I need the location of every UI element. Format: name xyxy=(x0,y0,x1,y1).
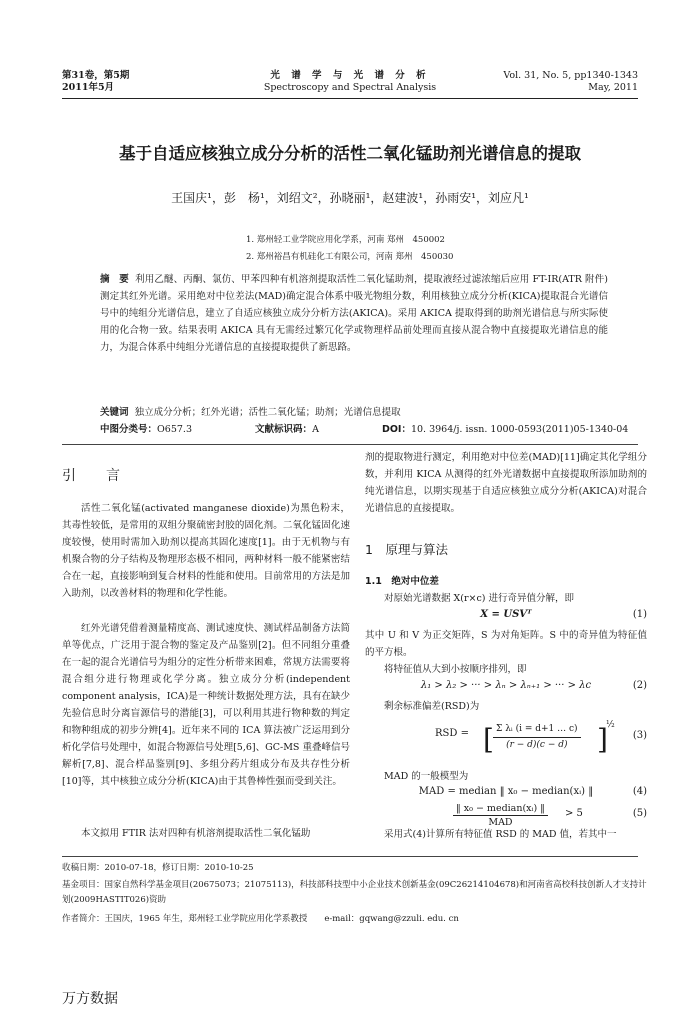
svd-text: 对原始光谱数据 X(r×c) 进行奇异值分解，即 xyxy=(384,593,575,604)
eq2-body: λ₁ > λ₂ > ··· > λₙ > λₙ₊₁ > ··· > λc xyxy=(420,680,592,691)
intro-paragraph-1: 活性二氧化锰(activated manganese dioxide)为黑色粉末，其毒性较低，是常用的双组分聚硫密封胶的固化剂。二氧化锰固化速度较慢，使用时需加入助剂以提高其固化速度[1]。由于无机物与有机聚合物的分子结构及物理形态极不相同，两种材料一般不能紧密结合在一起，直接影响到复合材料的性能和使用。目前常用的方法是加入助剂，以改善材料的物理和化学性能。 xyxy=(62,503,350,599)
received-date: 收稿日期：2010-07-18，修订日期：2010-10-25 xyxy=(62,863,254,873)
doc-label: 文献标识码： xyxy=(255,424,313,435)
equation-4 xyxy=(365,786,647,797)
eq4-number: (4) xyxy=(632,786,647,797)
mad-heading: 1.1 绝对中位差 xyxy=(365,576,439,587)
eq5-denominator: MAD xyxy=(488,817,513,828)
eigen-order-text: 将特征值从大到小按顺序排列，即 xyxy=(384,664,527,675)
eq2-number: (2) xyxy=(632,680,647,691)
abstract-text: 利用乙醚、丙酮、氯仿、甲苯四种有机溶剂提取活性二氧化锰助剂，提取液经过滤浓缩后应用 FT-IR(ATR 附件)测定其红外光谱。采用绝对中位差法(MAD)确定混合体系中吸光物组分数，利用核独立成分分析(KICA)提取混合光谱信号中的纯组分光谱信息，建立了自适应核独立成分分析方法(AKICA)。采用 AKICA 提取得到的助剂光谱信息与所实际使用的化合物一致。结果表明 AKICA 具有无需经过繁冗化学或物理样品前处理而直接从混合物中直接提取光谱信息的能力，为混合体系中纯组分光谱信息的直接提取提供了新思路。 xyxy=(100,274,608,353)
eq5-numerator: ‖ x₀ − median(xᵢ) ‖ xyxy=(453,802,548,816)
keywords xyxy=(100,404,608,421)
rsd-text: 剩余标准偏差(RSD)为 xyxy=(384,701,480,712)
affiliations xyxy=(246,232,453,266)
right-paragraph-last: 采用式(4)计算所有特征值 RSD 的 MAD 值，若其中一 xyxy=(384,829,617,840)
header-rule xyxy=(62,98,638,99)
eq5-rhs: > 5 xyxy=(565,808,583,819)
eq4-body: MAD = median ‖ x₀ − median(xᵢ) ‖ xyxy=(418,786,594,797)
volume-zh: 第31卷，第5期 xyxy=(62,70,130,81)
doi-value: 10. 3964/j. issn. 1000-0593(2011)05-1340-04 xyxy=(410,424,629,435)
affiliation-1: 1. 郑州轻工业学院应用化学系，河南 郑州 450002 xyxy=(246,235,445,245)
doi-label: DOI： xyxy=(381,424,411,435)
author-list: 王国庆¹，彭 杨¹，刘绍文²，孙晓丽¹，赵建波¹，孙雨安¹，刘应凡¹ xyxy=(171,191,529,205)
volume-en: Vol. 31, No. 5, pp1340-1343 xyxy=(503,70,638,81)
footnote-divider xyxy=(62,856,638,857)
eq3-left-bracket: [ xyxy=(483,723,494,756)
journal-name-en: Spectroscopy and Spectral Analysis xyxy=(263,82,437,93)
eq3-denominator: (r − d)(c − d) xyxy=(506,740,568,750)
section-1-heading xyxy=(365,540,647,558)
principle-heading: 1 原理与算法 xyxy=(365,542,448,557)
eq3-fraction xyxy=(493,722,581,753)
watermark-text: 万方数据 xyxy=(62,991,118,1007)
intro-heading: 引 言 xyxy=(62,468,128,484)
eq1-number: (1) xyxy=(632,609,647,620)
abstract-divider xyxy=(62,444,638,445)
right-paragraph-1: 剂的提取物进行测定，利用绝对中位差(MAD)[11]确定其化学组分数，并利用 KICA 从测得的红外光谱数据中直接提取所添加助剂的纯光谱信息，以期实现基于自适应核独立成分分析(AKICA)对混合光谱信息的直接提取。 xyxy=(365,452,647,514)
svd-explain: 其中 U 和 V 为正交矩阵，S 为对角矩阵。S 中的奇异值为特征值的平方根。 xyxy=(365,630,647,658)
abstract-label: 摘 要 xyxy=(100,274,129,285)
paper-title: 基于自适应核独立成分分析的活性二氧化锰助剂光谱信息的提取 xyxy=(119,144,581,163)
journal-issue-en xyxy=(503,70,638,94)
date-en: May, 2011 xyxy=(588,82,638,93)
journal-name-zh: 光 谱 学 与 光 谱 分 析 xyxy=(270,70,430,81)
intro-paragraph-2: 红外光谱凭借着测量精度高、测试速度快、测试样品制备方法简单等优点，广泛用于混合物的鉴定及产品鉴别[2]。但不同组分重叠在一起的混合光谱信号为组分的定性分析带来困难，常规方法需要将混合组分进行物理或化学分离。独立成分分析(independent component analysis，ICA)是一种统计数据处理方法，具有在缺少先验信息时分离盲源信号的潜能[3]，可以利用其进行物种数的判定和物种组成的初步分辨[4]。近年来不同的 ICA 算法被广泛运用到分析化学信号处理中，如混合物源信号处理[5,6]、GC-MS 重叠峰信号解析[7,8]、混合样品鉴别[9]、多组分药片组成分布及共存性分析[10]等，其中核独立成分分析(KICA)由于其鲁棒性强而受到关注。 xyxy=(62,623,350,787)
doc-code: A xyxy=(312,424,319,435)
date-zh: 2011年5月 xyxy=(62,82,115,93)
clc-label: 中图分类号： xyxy=(100,424,158,435)
mad-model-text: MAD 的一般模型为 xyxy=(384,771,469,782)
funding-note: 基金项目：国家自然科学基金项目(20675073；21075113)，科技部科技型中小企业技术创新基金(09C26214104678)和河南省高校科技创新人才支持计划(2009HASTIT026)资助 xyxy=(62,880,647,905)
keywords-text: 独立成分分析；红外光谱；活性二氧化锰；助剂；光谱信息提取 xyxy=(134,407,401,418)
eq3-number: (3) xyxy=(632,730,647,741)
eq1-body: X = USVᵀ xyxy=(480,609,532,620)
eq3-lhs: RSD = xyxy=(435,728,469,739)
equation-3 xyxy=(365,722,647,762)
classification xyxy=(100,421,688,438)
eq3-right-bracket: ] xyxy=(597,723,608,756)
equation-1 xyxy=(365,609,647,620)
clc-code: O657.3 xyxy=(157,424,193,435)
keywords-label: 关键词 xyxy=(100,407,129,418)
intro-paragraph-3: 本文拟用 FTIR 法对四种有机溶剂提取活性二氧化锰助 xyxy=(81,828,311,839)
eq3-numerator: Σ λᵢ (i = d+1 … c) xyxy=(493,722,581,738)
abstract xyxy=(100,271,608,356)
subsection-1-1 xyxy=(365,573,647,587)
affiliation-2: 2. 郑州裕昌有机硅化工有限公司，河南 郑州 450030 xyxy=(246,252,454,262)
eq5-fraction xyxy=(453,802,548,829)
eq3-exponent: ½ xyxy=(606,720,615,730)
author-bio: 作者简介：王国庆，1965 年生，郑州轻工业学院应用化学系教授 e-mail：gqwang@zzuli. edu. cn xyxy=(62,914,459,924)
section-intro-heading xyxy=(62,465,350,485)
eq5-number: (5) xyxy=(632,808,647,819)
equation-2 xyxy=(365,680,647,691)
